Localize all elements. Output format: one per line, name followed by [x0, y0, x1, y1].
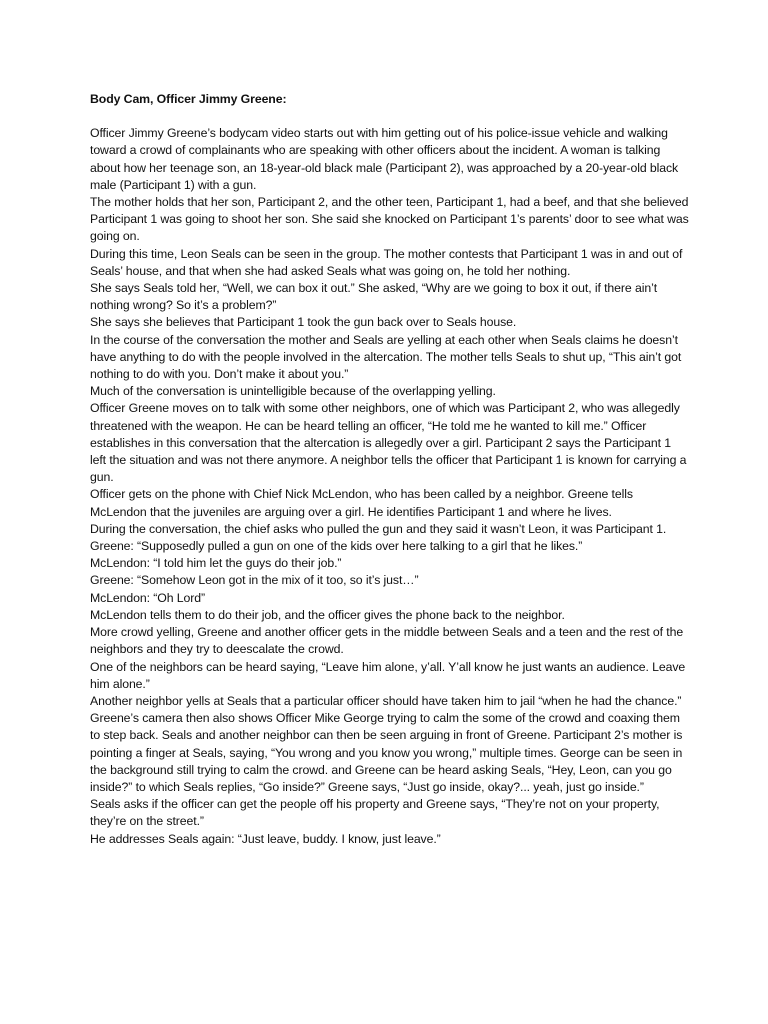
paragraph-20: Seals asks if the officer can get the people off his property and Greene says, “They’re not on your property, they’re on the street.” — [90, 797, 660, 829]
paragraph-16: More crowd yelling, Greene and another officer gets in the middle between Seals and a teen and the rest of the neighbors and they try to deescalate the crowd. — [90, 625, 684, 657]
paragraph-12: McLendon: “I told him let the guys do their job.” — [90, 556, 342, 571]
paragraph-17: One of the neighbors can be heard saying, “Leave him alone, y’all. Y’all know he just wants an audience. Leave him alone.” — [90, 659, 686, 691]
paragraph-5: She says she believes that Participant 1 took the gun back over to Seals house. — [90, 315, 517, 330]
paragraph-6: In the course of the conversation the mother and Seals are yelling at each other when Seals claims he doesn’t have anything to do with the people involved in the altercation. The mother tells Seals to shut up, “This ain’t got nothing to do with you. Don’t make it about you.” — [90, 332, 682, 382]
paragraph-11: Greene: “Supposedly pulled a gun on one of the kids over here talking to a girl that he likes.” — [90, 539, 583, 554]
paragraph-15: McLendon tells them to do their job, and the officer gives the phone back to the neighbor. — [90, 607, 565, 622]
paragraph-4: She says Seals told her, “Well, we can box it out.” She asked, “Why are we going to box it out, if there ain’t nothing wrong? So it’s a problem?” — [90, 281, 658, 313]
paragraph-2: The mother holds that her son, Participant 2, and the other teen, Participant 1, had a beef, and that she believed Participant 1 was going to shoot her son. She said she knocked on Participant 1’s parents’ door to see what was going on. — [90, 195, 689, 244]
paragraph-19: Greene’s camera then also shows Officer Mike George trying to calm the some of the crowd and coaxing them to step back. Seals and another neighbor can then be seen arguing in front of Greene. Participant 2’s mother is pointing a finger at Seals, saying, “You wrong and you know you wrong,” multiple times. George can be seen in the background still trying to calm the crowd. and Greene can be heard asking Seals, “Hey, Leon, can you go inside?” to which Seals replies, “Go inside?” Greene says, “Just go inside, okay?... yeah, just go inside.” — [90, 711, 683, 794]
document-title: Body Cam, Officer Jimmy Greene: — [90, 92, 287, 106]
paragraph-13: Greene: “Somehow Leon got in the mix of it too, so it’s just…” — [90, 573, 419, 588]
paragraph-9: Officer gets on the phone with Chief Nick McLendon, who has been called by a neighbor. Greene tells McLendon that the juveniles are arguing over a girl. He identifies Participant 1 and where he lives. — [90, 487, 633, 519]
paragraph-1: Officer Jimmy Greene’s bodycam video starts out with him getting out of his police-issue vehicle and walking toward a crowd of complainants who are speaking with other officers about the incident. A woman is talking about how her teenage son, an 18-year-old black male (Participant 2), was approached by a 20-year-old black male (Participant 1) with a gun. — [90, 126, 679, 192]
paragraph-18: Another neighbor yells at Seals that a particular officer should have taken him to jail “when he had the chance.” — [90, 693, 682, 708]
paragraph-21: He addresses Seals again: “Just leave, buddy. I know, just leave.” — [90, 831, 441, 846]
paragraph-7: Much of the conversation is unintelligible because of the overlapping yelling. — [90, 384, 496, 399]
paragraph-3: During this time, Leon Seals can be seen in the group. The mother contests that Participant 1 was in and out of Seals’ house, and that when she had asked Seals what was going on, he told her nothing. — [90, 246, 683, 278]
paragraph-10: During the conversation, the chief asks who pulled the gun and they said it wasn’t Leon, it was Participant 1. — [90, 521, 667, 536]
document-page — [90, 91, 690, 848]
paragraph-8: Officer Greene moves on to talk with some other neighbors, one of which was Participant 2, who was allegedly threatened with the weapon. He can be heard telling an officer, “He told me he wanted to kill me.” Officer establishes in this conversation that the altercation is allegedly over a girl. Participant 2 says the Participant 1 left the situation and was not there anymore. A neighbor tells the officer that Participant 1 is known for carrying a gun. — [90, 401, 687, 485]
paragraph-14: McLendon: “Oh Lord” — [90, 590, 205, 605]
